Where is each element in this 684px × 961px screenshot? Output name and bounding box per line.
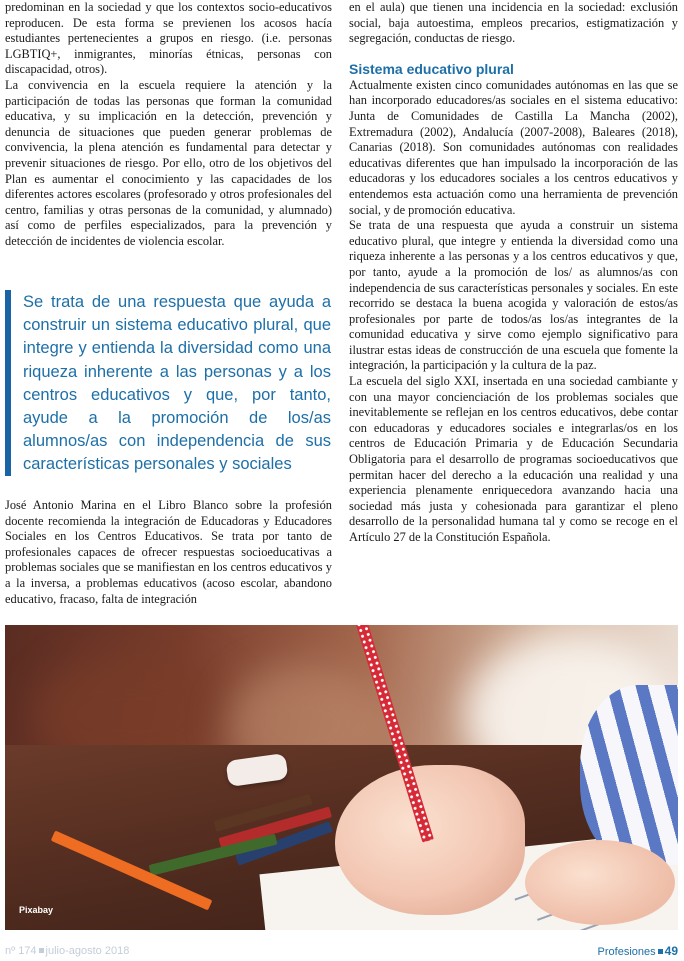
paragraph: Se trata de una respuesta que ayuda a construir un sistema educativo plural, que integre y entienda la diversidad como una riqueza inherente a las personas y a los centros educativos y que, por tanto, ayude a la promoción de los/ as alumnos/as con independencia de sus características personales y sociales. En este recorrido se destaca la buena acogida y valoración de estos/as profesionales por parte de todos/as los/as integrantes de la comunidad educativa y sirve como ejemplo significativo para ilustrar estas ideas de construcción de una escuela que fomente la integración, la participación y la cultura de la paz.	[349, 218, 678, 373]
pull-quote: Se trata de una respuesta que ayuda a construir un sistema educativo plural, que integre y entienda la diversidad como una riqueza inherente a las personas y a los centros educativos y que, por tanto, ayude a la promoción de los/as alumnos/as con independencia de sus características personales y sociales	[5, 290, 331, 476]
paragraph: Actualmente existen cinco comunidades autónomas en las que se han incorporado educadores/as sociales en el sistema educativo: Junta de Comunidades de Castilla La Mancha (2002), Extremadura (2002), Andalucía (2007-2008), Baleares (2018), Canarias (2018). Son comunidades autónomas con realidades educativas diferentes que han impulsado la incorporación de las educadoras y los educadores sociales a los centros educativos y entendemos esta actuación como una herramienta de prevención social, y de promoción educativa.	[349, 77, 678, 217]
paragraph: en el aula) que tienen una incidencia en la sociedad: exclusión social, baja autoestima, empleos precarios, estigmatización y segregación, conductas de riesgo.	[349, 0, 678, 46]
striped-sleeve	[580, 685, 678, 865]
paragraph: predominan en la sociedad y que los contextos socio-educativos reproducen. De esta forma se previenen los acosos hacía estudiantes pertenecientes a grupos en riesgo. (i.e. personas LGBTIQ+, inmigrantes, minorías étnicas, personas con discapacidad, otros).	[5, 0, 332, 77]
photo-credit: Pixabay	[19, 905, 54, 915]
paragraph: La convivencia en la escuela requiere la atención y la participación de todas las personas que forman la comunidad educativa, y su implicación en la detección, prevención y denuncia de situaciones que pueden generar problemas de convivencia, la plena atención es fundamental para detectar y prevenir situaciones de riesgo. Por ello, otro de los objetivos del Plan es aumentar el conocimiento y las capacidades de los diferentes actores escolares (profesorado y otros profesionales del centro, familias y otras personas de la comunidad, y alumnado) así como de perfiles especializados, para la prevención y detección de incidentes de violencia escolar.	[5, 77, 332, 248]
footer-issue-info	[5, 945, 129, 957]
left-column-bottom	[5, 498, 332, 607]
child-drawing-photo	[5, 625, 678, 930]
child-hand-left	[525, 840, 675, 925]
paragraph: La escuela del siglo XXI, insertada en una sociedad cambiante y con una mayor concienciación de los problemas sociales que inevitablemente se reflejan en los centros educativos, debe contar con educadoras y educadores sociales e integrarlas/os en los centros de Educación Primaria y de Educación Secundaria Obligatoria para el desarrollo de programas socioeducativos que permitan hacer del derecho a la educación una realidad y una experiencia plenamente enriquecedora avanzando hacia una sociedad más justa y cohesionada para garantizar el pleno desarrollo de la personalidad humana tal y como se recoge en el Artículo 27 de la Constitución Española.	[349, 374, 678, 544]
square-bullet-icon	[39, 948, 44, 953]
footer-page-info	[598, 944, 678, 958]
issue-date: julio-agosto 2018	[45, 945, 130, 957]
section-heading: Sistema educativo plural	[349, 60, 514, 77]
page-number: 49	[664, 944, 678, 958]
square-bullet-icon	[658, 949, 663, 954]
paragraph: José Antonio Marina en el Libro Blanco sobre la profesión docente recomienda la integración de Educadoras y Educadores Sociales en los Centros Educativos. Se trata por tanto de profesionales capaces de ofrecer respuestas socioeducativas a problemas sociales que se manifiestan en los centros educativos y a la inversa, a problemas educativos (acoso escolar, abandono educativo, fracaso, falta de integración	[5, 498, 332, 606]
magazine-name: Profesiones	[597, 946, 656, 958]
issue-number: nº 174	[5, 945, 37, 957]
right-column	[349, 0, 678, 546]
left-column-top	[5, 0, 332, 250]
